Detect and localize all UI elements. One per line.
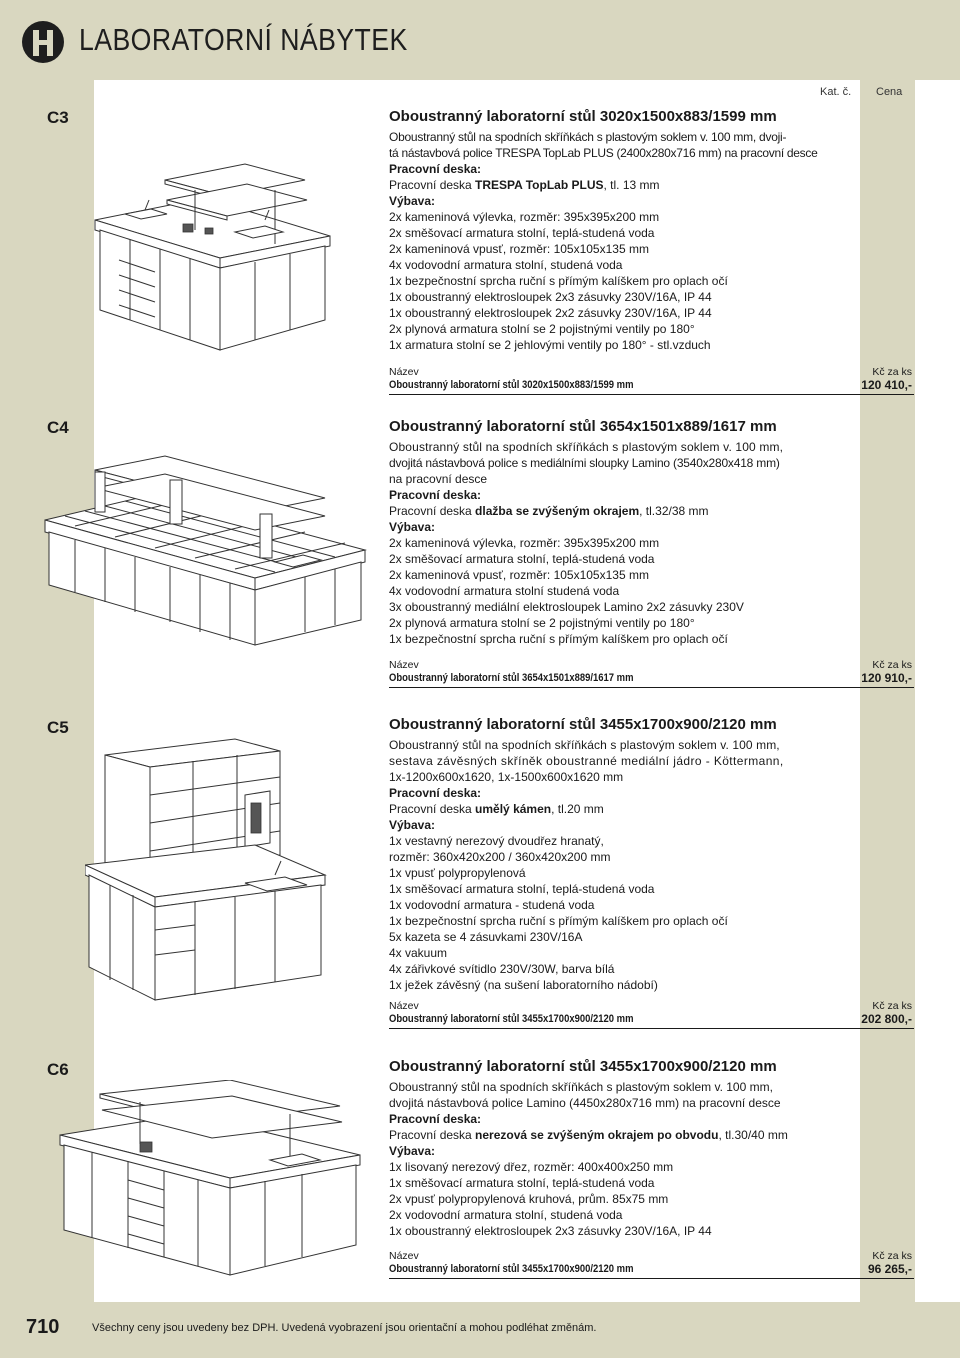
product-name: Oboustranný laboratorní stůl 3455x1700x900/2120 mm: [389, 1263, 634, 1275]
equipment-label: Výbava:: [389, 818, 436, 832]
worktop-line: [389, 801, 801, 817]
product-name-row: [389, 378, 914, 395]
catalog-code: C5: [47, 718, 69, 737]
product-name: Oboustranný laboratorní stůl 3455x1700x900/2120 mm: [389, 1013, 634, 1025]
worktop-line: [389, 1127, 801, 1143]
product-title: Oboustranný laboratorní stůl 3455x1700x900/2120 mm: [389, 716, 777, 733]
equipment-item: 1x oboustranný elektrosloupek 2x3 zásuvky 230V/16A, IP 44: [389, 290, 712, 304]
equipment-item: 1x směšovací armatura stolní, teplá-studená voda: [389, 882, 655, 896]
product-name: Oboustranný laboratorní stůl 3654x1501x889/1617 mm: [389, 672, 634, 684]
worktop-material: nerezová se zvýšeným okrajem po obvodu: [475, 1128, 719, 1142]
footer-note: Všechny ceny jsou uvedeny bez DPH. Uvedená vyobrazení jsou orientační a mohou podléhat změnám.: [92, 1322, 597, 1334]
kat-column-header: Kat. č.: [820, 86, 852, 98]
description-line: Oboustranný stůl na spodních skříňkách s plastovým soklem v. 100 mm,: [389, 738, 780, 752]
worktop-label: Pracovní deska:: [389, 162, 482, 176]
description-line: Oboustranný stůl na spodních skříňkách s plastovým soklem v. 100 mm, dvoji-: [389, 130, 787, 144]
worktop-thickness: , tl.30/40 mm: [718, 1128, 788, 1142]
equipment-item: 1x bezpečnostní sprcha ruční s přímým kalíškem pro oplach očí: [389, 274, 728, 288]
page-title: LABORATORNÍ NÁBYTEK: [79, 22, 408, 57]
equipment-list: [389, 535, 801, 647]
equipment-item: 1x ježek závěsný (na sušení laboratorního nádobí): [389, 978, 658, 992]
equipment-item: 1x oboustranný elektrosloupek 2x3 zásuvky 230V/16A, IP 44: [389, 1224, 712, 1238]
catalog-code: C3: [47, 108, 69, 127]
equipment-item: 3x oboustranný mediální elektrosloupek Lamino 2x2 zásuvky 230V: [389, 600, 744, 614]
description-line: Oboustranný stůl na spodních skříňkách s plastovým soklem v. 100 mm,: [389, 440, 784, 454]
product-name: Oboustranný laboratorní stůl 3020x1500x883/1599 mm: [389, 379, 634, 391]
product-section-c6: [389, 1058, 801, 1239]
product-name-row: [389, 671, 914, 688]
equipment-item: 2x směšovací armatura stolní, teplá-studená voda: [389, 552, 655, 566]
unit-label: Kč za ks: [872, 659, 912, 671]
product-section-c5: [389, 716, 801, 993]
worktop-text: Pracovní deska: [389, 178, 476, 192]
equipment-item: 1x armatura stolní se 2 jehlovými ventily po 180° - stl.vzduch: [389, 338, 711, 352]
equipment-item: 5x kazeta se 4 zásuvkami 230V/16A: [389, 930, 583, 944]
name-label: Název: [389, 659, 419, 671]
worktop-label: Pracovní deska:: [389, 786, 482, 800]
equipment-item: 1x oboustranný elektrosloupek 2x2 zásuvky 230V/16A, IP 44: [389, 306, 712, 320]
worktop-thickness: , tl.32/38 mm: [639, 504, 709, 518]
product-price: 202 800,-: [861, 1012, 912, 1026]
equipment-item: 4x zářivkové svítidlo 230V/30W, barva bílá: [389, 962, 615, 976]
equipment-item: 2x plynová armatura stolní se 2 pojistnými ventily po 180°: [389, 322, 695, 336]
equipment-list: [389, 209, 801, 353]
worktop-text: Pracovní deska: [389, 504, 476, 518]
product-name-row: [389, 1012, 914, 1029]
unit-label: Kč za ks: [872, 1250, 912, 1262]
lab-table-c3-illustration: [55, 150, 345, 380]
lab-table-c6-illustration: [40, 1080, 370, 1280]
name-label: Název: [389, 1250, 419, 1262]
product-price: 120 410,-: [861, 378, 912, 392]
brand-logo-icon: [22, 21, 64, 63]
worktop-thickness: , tl. 13 mm: [603, 178, 660, 192]
description-line: na pracovní desce: [389, 472, 488, 486]
equipment-item: 2x vpusť polypropylenová kruhová, prům. 85x75 mm: [389, 1192, 669, 1206]
product-section-c3: [389, 108, 818, 353]
equipment-item: 2x plynová armatura stolní se 2 pojistnými ventily po 180°: [389, 616, 695, 630]
product-price: 120 910,-: [861, 671, 912, 685]
equipment-item: 1x vestavný nerezový dvoudřez hranatý,: [389, 834, 604, 848]
name-label: Název: [389, 1000, 419, 1012]
catalog-code: C6: [47, 1060, 69, 1079]
equipment-list: [389, 833, 801, 993]
equipment-item: 1x vodovodní armatura - studená voda: [389, 898, 595, 912]
lab-table-c5-illustration: [85, 735, 355, 1025]
catalog-code: C4: [47, 418, 69, 437]
product-title: Oboustranný laboratorní stůl 3020x1500x883/1599 mm: [389, 108, 777, 125]
equipment-item: 4x vodovodní armatura stolní studená voda: [389, 584, 620, 598]
equipment-label: Výbava:: [389, 194, 436, 208]
worktop-text: Pracovní deska: [389, 1128, 476, 1142]
description-line: tá nástavbová police TRESPA TopLab PLUS (2400x280x716 mm) na pracovní desce: [389, 146, 818, 160]
worktop-material: dlažba se zvýšeným okrajem: [475, 504, 640, 518]
equipment-item: 2x směšovací armatura stolní, teplá-studená voda: [389, 226, 655, 240]
equipment-list: [389, 1159, 801, 1239]
product-name-row: [389, 1262, 914, 1279]
equipment-item: rozměr: 360x420x200 / 360x420x200 mm: [389, 850, 611, 864]
equipment-label: Výbava:: [389, 1144, 436, 1158]
description-line: sestava závěsných skříněk oboustranné mediální jádro - Köttermann,: [389, 754, 784, 768]
unit-label: Kč za ks: [872, 1000, 912, 1012]
price-column-band: [860, 80, 915, 1302]
equipment-item: 2x kameninová vpusť, rozměr: 105x105x135 mm: [389, 568, 649, 582]
product-title: Oboustranný laboratorní stůl 3455x1700x900/2120 mm: [389, 1058, 777, 1075]
worktop-thickness: , tl.20 mm: [551, 802, 604, 816]
worktop-label: Pracovní deska:: [389, 1112, 482, 1126]
equipment-item: 2x vodovodní armatura stolní, studená voda: [389, 1208, 623, 1222]
product-title: Oboustranný laboratorní stůl 3654x1501x889/1617 mm: [389, 418, 777, 435]
worktop-material: umělý kámen: [475, 802, 552, 816]
equipment-label: Výbava:: [389, 520, 436, 534]
unit-label: Kč za ks: [872, 366, 912, 378]
equipment-item: 4x vodovodní armatura stolní, studená voda: [389, 258, 623, 272]
worktop-material: TRESPA TopLab PLUS: [475, 178, 604, 192]
lab-table-c4-illustration: [35, 450, 375, 650]
worktop-line: [389, 177, 801, 193]
equipment-item: 1x vpusť polypropylenová: [389, 866, 526, 880]
equipment-item: 1x lisovaný nerezový dřez, rozměr: 400x400x250 mm: [389, 1160, 674, 1174]
cena-column-header: Cena: [876, 86, 903, 98]
description-line: dvojitá nástavbová police Lamino (4450x280x716 mm) na pracovní desce: [389, 1096, 781, 1110]
equipment-item: 2x kameninová výlevka, rozměr: 395x395x200 mm: [389, 210, 660, 224]
equipment-item: 1x bezpečnostní sprcha ruční s přímým kalíškem pro oplach očí: [389, 914, 728, 928]
product-section-c4: [389, 418, 801, 647]
worktop-line: [389, 503, 801, 519]
worktop-label: Pracovní deska:: [389, 488, 482, 502]
description-line: dvojitá nástavbová police s mediálními sloupky Lamino (3540x280x418 mm): [389, 456, 780, 470]
equipment-item: 1x bezpečnostní sprcha ruční s přímým kalíškem pro oplach očí: [389, 632, 728, 646]
equipment-item: 2x kameninová vpusť, rozměr: 105x105x135 mm: [389, 242, 649, 256]
product-price: 96 265,-: [867, 1262, 912, 1276]
page-number: 710: [26, 1316, 60, 1338]
equipment-item: 2x kameninová výlevka, rozměr: 395x395x200 mm: [389, 536, 660, 550]
equipment-item: 1x směšovací armatura stolní, teplá-studená voda: [389, 1176, 655, 1190]
equipment-item: 4x vakuum: [389, 946, 448, 960]
worktop-text: Pracovní deska: [389, 802, 476, 816]
description-line: Oboustranný stůl na spodních skříňkách s plastovým soklem v. 100 mm,: [389, 1080, 773, 1094]
name-label: Název: [389, 366, 419, 378]
description-line: 1x-1200x600x1620, 1x-1500x600x1620 mm: [389, 770, 624, 784]
